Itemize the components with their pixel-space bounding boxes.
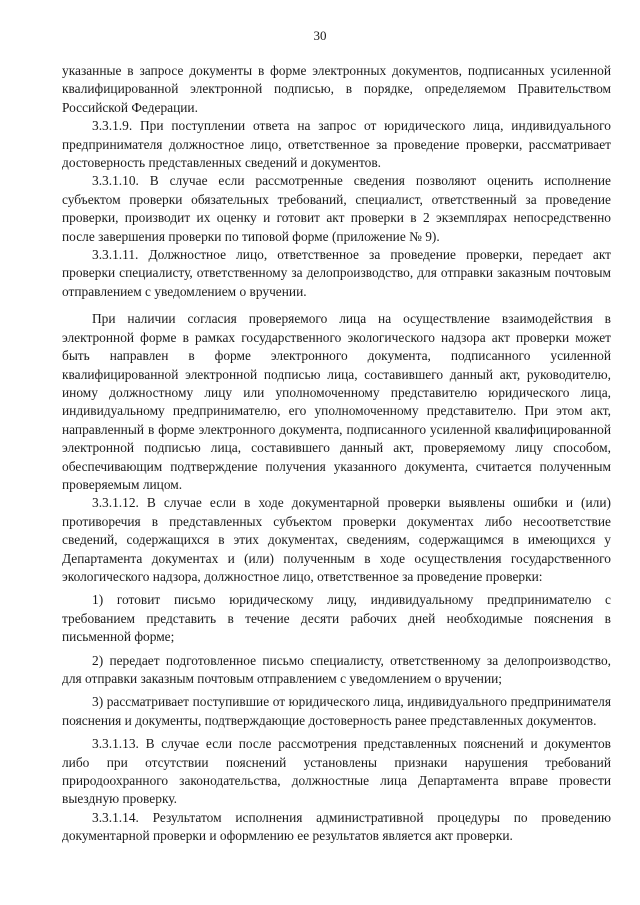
paragraph-3-3-1-13: 3.3.1.13. В случае если после рассмотрения представленных пояснений и документов либо при отсутствии пояснений установлены признаки нарушения требований природоохранного законодательства, должностные лица Департамента вправе провести выездную проверку. [62, 736, 611, 807]
paragraph-3-3-1-11: 3.3.1.11. Должностное лицо, ответственное за проведение проверки, передает акт проверки специалисту, ответственному за делопроизводство, для отправки заказным почтовым отправлением с уведомлением о вручении. [62, 247, 611, 299]
paragraph-3-3-1-14: 3.3.1.14. Результатом исполнения административной процедуры по проведению документарной проверки и оформлению ее результатов является акт проверки. [62, 809, 611, 844]
paragraph-3-3-1-10: 3.3.1.10. В случае если рассмотренные сведения позволяют оценить исполнение субъектом проверки обязательных требований, специалист, ответственный за проведение проверки, производит их оценку и готовит акт проверки в 2 экземплярах непосредственно после завершения проверки по типовой форме (приложение № 9). [62, 173, 611, 244]
paragraph-continuation: указанные в запросе документы в форме электронных документов, подписанных усиленной квалифицированной электронной подписью, в порядке, определяемом Правительством Российской Федерации. [62, 63, 611, 115]
page-number: 30 [313, 28, 327, 43]
list-item-3: 3) рассматривает поступившие от юридического лица, индивидуального предпринимателя пояснения и документы, подтверждающие достоверность ранее представленных документов. [62, 694, 611, 728]
paragraph-3-3-1-12: 3.3.1.12. В случае если в ходе документарной проверки выявлены ошибки и (или) противоречия в представленных субъектом проверки документах либо несоответствие сведений, содержащихся в этих документах, сведениям, содержащимся в имеющихся у Департамента документах и (или) полученным в ходе осуществления государственного экологического надзора, должностное лицо, ответственное за проведение проверки: [62, 495, 611, 584]
paragraph-electronic-form: При наличии согласия проверяемого лица на осуществление взаимодействия в электронной форме в рамках государственного экологического надзора акт проверки может быть направлен в форме электронного документа, подписанного усиленной квалифицированной электронной подписью лица, составившего данный акт, руководителю, иному должностному лицу или уполномоченному представителю юридического лица, индивидуальному предпринимателю, его уполномоченному представителю. При этом акт, направленный в форме электронного документа, подписанного усиленной квалифицированной электронной подписью лица, составившего данный акт, проверяемому лицу способом, обеспечивающим подтверждение получения указанного документа, считается полученным проверяемым лицом. [62, 311, 611, 492]
paragraph-3-3-1-9: 3.3.1.9. При поступлении ответа на запрос от юридического лица, индивидуального предпринимателя должностное лицо, ответственное за проведение проверки, рассматривает достоверность представленных сведений и документов. [62, 118, 611, 171]
list-item-1: 1) готовит письмо юридическому лицу, индивидуальному предпринимателю с требованием представить в течение десяти рабочих дней необходимые пояснения в письменной форме; [62, 592, 611, 645]
document-body [62, 62, 611, 846]
list-item-2: 2) передает подготовленное письмо специалисту, ответственному за делопроизводство, для отправки заказным почтовым отправлением с уведомлением о вручении; [62, 652, 611, 686]
